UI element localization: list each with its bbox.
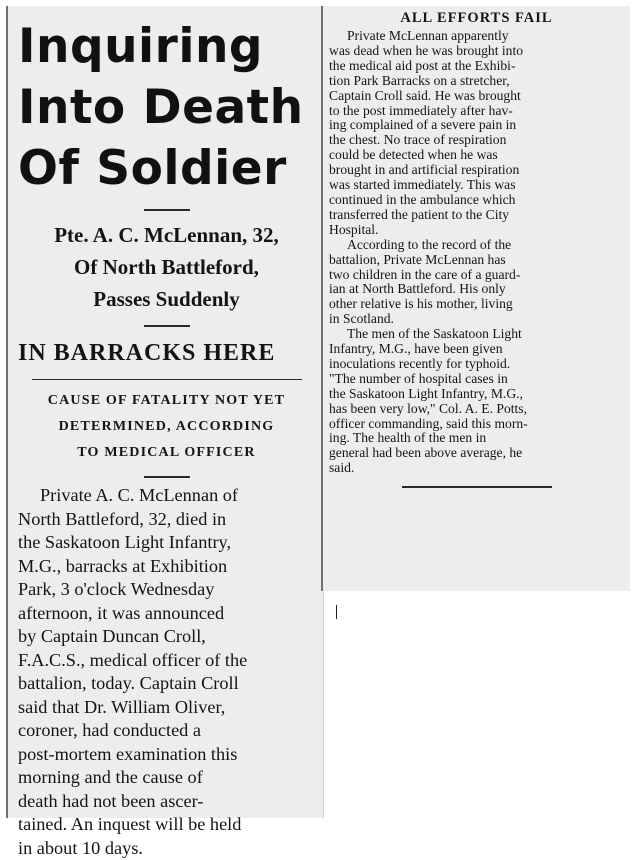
divider-rule [144,209,190,211]
body-line: inoculations recently for typhoid. [329,357,624,372]
body-line: coroner, had conducted a [18,719,315,743]
body-line: officer commanding, said this morn- [329,417,624,432]
body-line: M.G., barracks at Exhibition [18,555,315,579]
body-line: was started immediately. This was [329,178,624,193]
body-line: could be detected when he was [329,148,624,163]
body-line: said that Dr. William Oliver, [18,696,315,720]
body-line: The men of the Saskatoon Light [329,327,624,342]
divider-rule [144,476,190,478]
body-line: two children in the care of a guard- [329,268,624,283]
body-line: North Battleford, 32, died in [18,508,315,532]
body-line: post-mortem examination this [18,743,315,767]
headline-line: Inquiring [18,18,315,75]
body-line: other relative is his mother, living [329,297,624,312]
deck-line: Passes Suddenly [18,283,315,315]
headline [18,18,315,197]
article-body-right [329,29,624,476]
deck [18,219,315,315]
body-line: Hospital. [329,223,624,238]
body-line: Park, 3 o'clock Wednesday [18,578,315,602]
body-line: ian at North Battleford. His only [329,282,624,297]
body-line: the Saskatoon Light Infantry, M.G., [329,387,624,402]
left-column [6,6,324,818]
divider-rule [144,325,190,327]
text-cursor-mark [336,605,337,619]
body-line: in Scotland. [329,312,624,327]
body-line: tained. An inquest will be held [18,813,315,837]
body-line: brought in and artificial respiration [329,163,624,178]
deck-line: Pte. A. C. McLennan, 32, [18,219,315,251]
body-line: Private McLennan apparently [329,29,624,44]
paragraph [329,29,624,238]
body-line: F.A.C.S., medical officer of the [18,649,315,673]
body-line: Infantry, M.G., have been given [329,342,624,357]
body-line: continued in the ambulance which [329,193,624,208]
body-line: battalion, Private McLennan has [329,253,624,268]
right-column [321,6,630,591]
body-line: afternoon, it was announced [18,602,315,626]
body-line: has been very low," Col. A. E. Potts, [329,402,624,417]
headline-line: Of Soldier [18,140,315,197]
body-line: "The number of hospital cases in [329,372,624,387]
body-line: by Captain Duncan Croll, [18,625,315,649]
paragraph [329,327,624,476]
body-line: ing. The health of the men in [329,431,624,446]
body-line: the chest. No trace of respiration [329,133,624,148]
body-line: battalion, today. Captain Croll [18,672,315,696]
subdeck [18,388,315,466]
body-line: death had not been ascer- [18,790,315,814]
body-line: ing complained of a severe pain in [329,118,624,133]
subdeck-line: TO MEDICAL OFFICER [18,440,315,466]
body-line: According to the record of the [329,238,624,253]
deck-line: Of North Battleford, [18,251,315,283]
body-line: general had been above average, he [329,446,624,461]
end-rule [402,486,552,488]
body-line: transferred the patient to the City [329,208,624,223]
article-body-left [18,484,315,860]
body-line: morning and the cause of [18,766,315,790]
headline-line: Into Death [18,79,315,136]
divider-rule [32,379,302,380]
body-line: tion Park Barracks on a stretcher, [329,74,624,89]
body-line: the medical aid post at the Exhibi- [329,59,624,74]
subdeck-line: DETERMINED, ACCORDING [18,414,315,440]
body-line: was dead when he was brought into [329,44,624,59]
subdeck-line: CAUSE OF FATALITY NOT YET [18,388,315,414]
body-line: the Saskatoon Light Infantry, [18,531,315,555]
right-subhead: ALL EFFORTS FAIL [329,10,624,27]
section-heading: IN BARRACKS HERE [18,335,315,371]
paragraph [329,238,624,327]
body-line: to the post immediately after hav- [329,104,624,119]
body-line: in about 10 days. [18,837,315,860]
body-line: said. [329,461,624,476]
body-line: Captain Croll said. He was brought [329,89,624,104]
body-line: Private A. C. McLennan of [18,484,315,508]
